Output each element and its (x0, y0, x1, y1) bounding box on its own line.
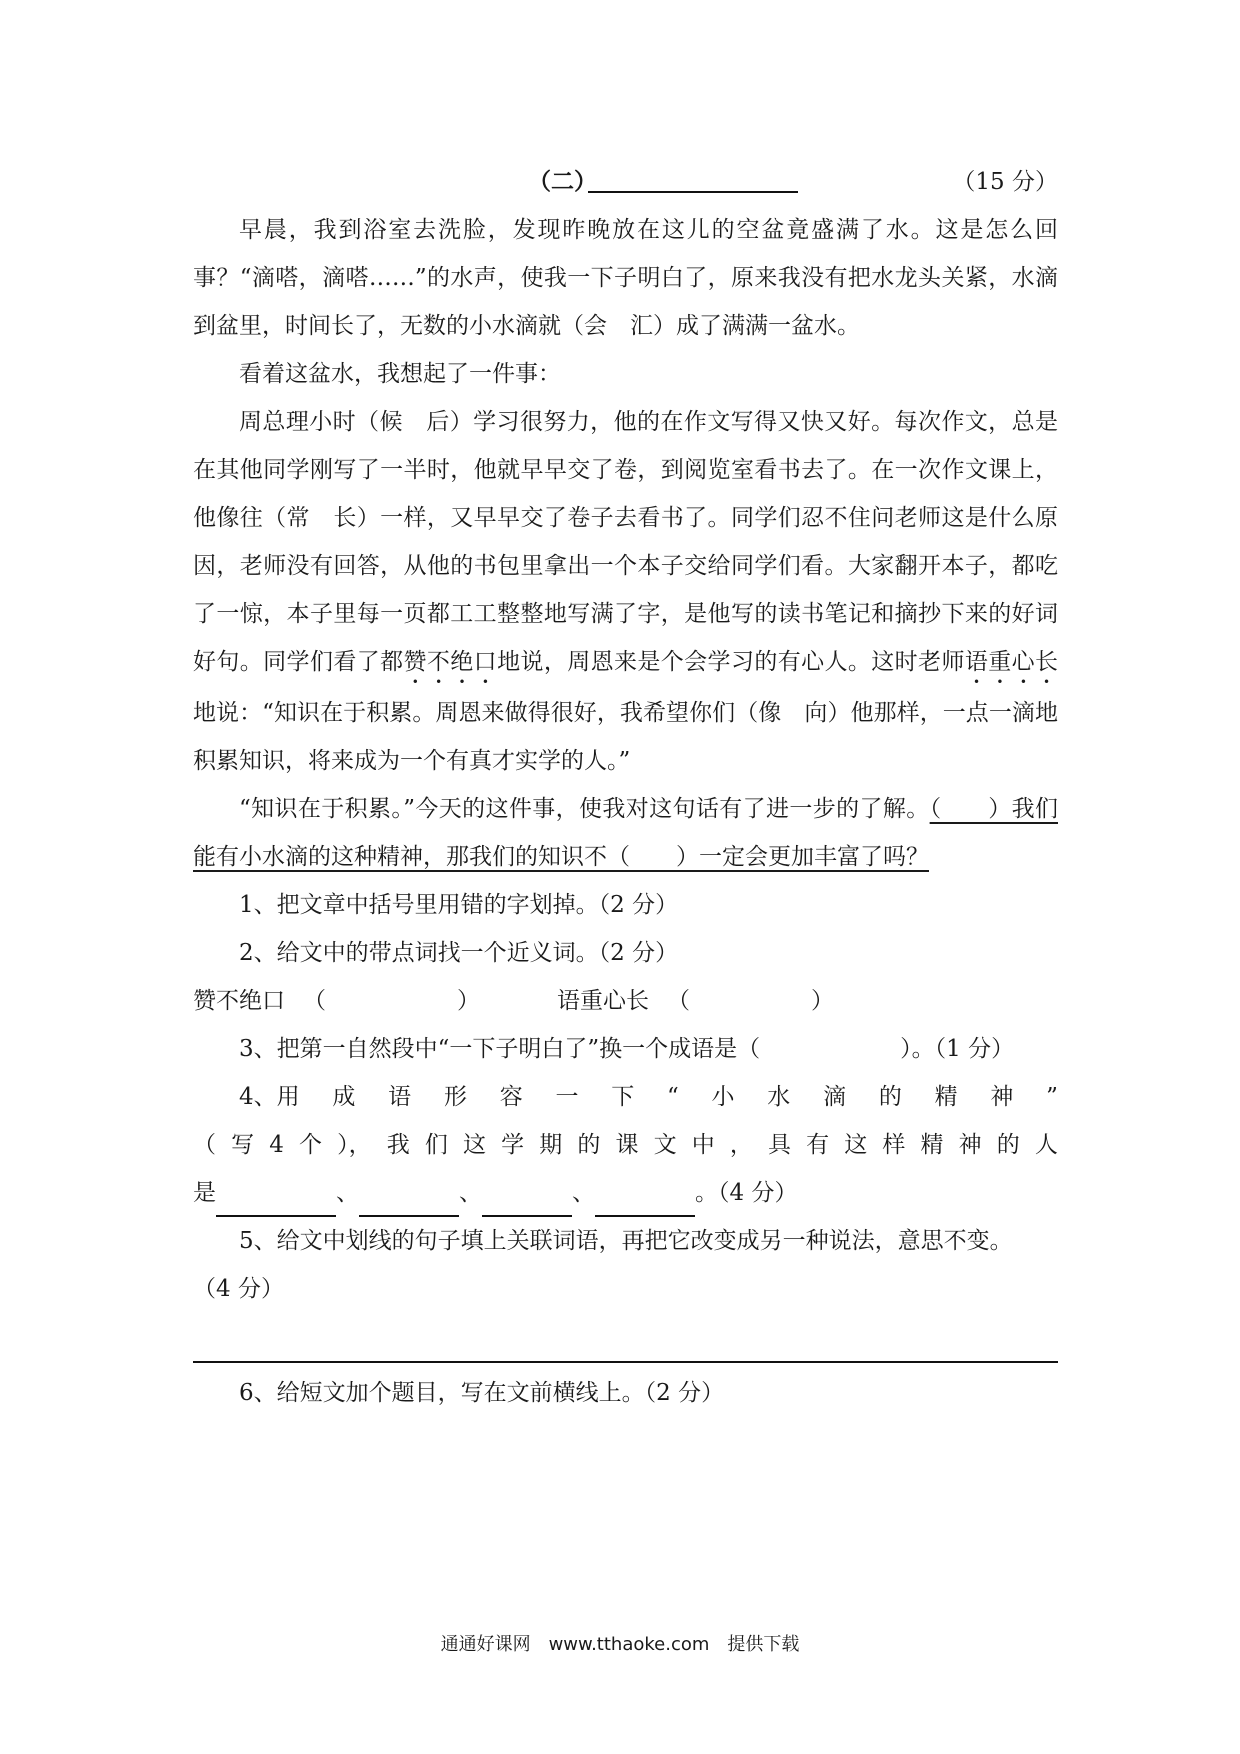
q4-line2-char: 文 (653, 1132, 677, 1158)
footer-text: 通通好课网 www.tthaoke.com 提供下载 (440, 1634, 800, 1655)
q4-line1-char: 形 (443, 1084, 467, 1110)
q3-text-a: 3、把第一自然段中“一下子明白了”换一个成语是（ (239, 1036, 761, 1062)
q4-line2-char: ）， (337, 1132, 372, 1158)
q4-line1-char: “ (667, 1084, 679, 1110)
paragraph-2: 看着这盆水，我想起了一件事： (239, 361, 561, 387)
question-3 (193, 1025, 1058, 1073)
q2-word-2: 语重心长 (557, 988, 649, 1014)
q4-line1-char: ” (1046, 1084, 1058, 1110)
q2-paren-open-1[interactable]: （ (303, 988, 326, 1014)
q4-line1-char: 语 (388, 1084, 412, 1110)
q4-blank-3[interactable] (482, 1185, 572, 1217)
q4-line1-char: 滴 (823, 1084, 847, 1110)
q4-line1-char: 容 (499, 1084, 523, 1110)
question-4-line-3 (193, 1169, 1058, 1217)
q4-line2-char: 这 (844, 1132, 868, 1158)
paragraph-1: 早晨，我到浴室去洗脸，发现昨晚放在这儿的空盆竟盛满了水。这是怎么回事？“滴嗒，滴嗒……”的水声，使我一下子明白了，原来我没有把水龙头关紧，水滴到盆里，时间长了，无数的小水滴就（会 汇）成了满满一盆水。 (193, 217, 1058, 339)
dotted-word-2: 语重心长 (964, 649, 1059, 675)
q4-line1-char: 水 (767, 1084, 791, 1110)
q4-line2-char: 中 (691, 1132, 715, 1158)
q4-line2-char: 4 (269, 1132, 284, 1158)
paragraph-4 (193, 785, 1058, 881)
q4-line1-char: 4、用 (239, 1084, 300, 1110)
q4-line1-char: 神 (990, 1084, 1014, 1110)
q2-paren-open-2[interactable]: （ (667, 988, 690, 1014)
q4-line2-char: 我 (386, 1132, 410, 1158)
q4-line2-char: 学 (501, 1132, 525, 1158)
q4-line2-char: 的 (996, 1132, 1020, 1158)
q4-blank-4[interactable] (595, 1185, 695, 1217)
q4-line2-char: 人 (1034, 1132, 1058, 1158)
q4-line2-char: （ (193, 1132, 216, 1158)
q4-line2-char: 样 (882, 1132, 906, 1158)
q4-line2-char: 有 (806, 1132, 830, 1158)
q2-word-1: 赞不绝口 (193, 988, 285, 1014)
q4-line2-char: 这 (463, 1132, 487, 1158)
paragraph-4-part-a: “知识在于积累。”今天的这件事，使我对这句话有了进一步的了解。 (239, 796, 930, 822)
q4-sep-2: 、 (459, 1180, 482, 1206)
q2-paren-close-2: ） (811, 988, 834, 1014)
question-1: 1、把文章中括号里用错的字划掉。（2 分） (239, 892, 679, 918)
q4-line2-char: ， (729, 1132, 753, 1158)
title-blank[interactable] (588, 191, 798, 193)
paragraph-3 (193, 398, 1058, 785)
question-5: 5、给文中划线的句子填上关联词语，再把它改变成另一种说法，意思不变。 (239, 1228, 1013, 1254)
q2-answer-space-1[interactable] (327, 977, 457, 1025)
q3-text-b: ）。（1 分） (900, 1036, 1015, 1062)
dotted-word-1: 赞不绝口 (403, 649, 498, 675)
question-2: 2、给文中的带点词找一个近义词。（2 分） (239, 940, 679, 966)
question-4-line-2 (193, 1121, 1058, 1169)
q4-line1-char: 下 (611, 1084, 635, 1110)
q4-line2-char: 个 (299, 1132, 323, 1158)
answer-line-q5[interactable] (193, 1361, 1058, 1363)
q4-line2-char: 写 (231, 1132, 255, 1158)
q4-text-shi: 是 (193, 1180, 216, 1206)
q4-line2-char: 精 (920, 1132, 944, 1158)
q4-blank-1[interactable] (216, 1185, 336, 1217)
q4-line2-char: 课 (615, 1132, 639, 1158)
section-heading (193, 158, 1058, 206)
section-score: （15 分） (952, 169, 1058, 195)
paragraph-3-part-c: 地说：“知识在于积累。周恩来做得很好，我希望你们（像 向）他那样，一点一滴地积累知识，将来成为一个有真才实学的人。” (193, 700, 1058, 774)
q4-sep-1: 、 (336, 1180, 359, 1206)
q4-line1-char: 一 (555, 1084, 579, 1110)
q4-line2-char: 们 (424, 1132, 448, 1158)
question-2-answers (193, 977, 1058, 1025)
q4-line1-char: 小 (711, 1084, 735, 1110)
q4-line1-char: 精 (934, 1084, 958, 1110)
q4-end: 。（4 分） (695, 1180, 798, 1206)
q4-line2-char: 具 (768, 1132, 792, 1158)
q2-answer-space-2[interactable] (691, 977, 811, 1025)
q4-line2-char: 神 (958, 1132, 982, 1158)
q4-line1-char: 成 (332, 1084, 356, 1110)
paragraph-3-part-b: 地说，周恩来是个会学习的有心人。这时老师 (497, 649, 965, 675)
section-label: （二） (528, 168, 597, 195)
question-6: 6、给短文加个题目，写在文前横线上。（2 分） (239, 1380, 725, 1406)
q2-paren-close-1: ） (457, 988, 480, 1014)
question-4-line-1 (193, 1073, 1058, 1121)
q4-line2-char: 期 (539, 1132, 563, 1158)
question-5-score: （4 分） (193, 1276, 284, 1302)
underlined-sentence: （ ）我们能有小水滴的这种精神，那我们的知识不（ ）一定会更加丰富了吗？ (193, 796, 1058, 870)
q4-sep-3: 、 (572, 1180, 595, 1206)
q4-line1-char: 的 (878, 1084, 902, 1110)
q4-line2-char: 的 (577, 1132, 601, 1158)
q4-blank-2[interactable] (359, 1185, 459, 1217)
paragraph-3-part-a: 周总理小时（候 后）学习很努力，他的在作文写得又快又好。每次作文，总是在其他同学刚写了一半时，他就早早交了卷，到阅览室看书去了。在一次作文课上，他像往（常 长）一样，又早早交了卷子去看书了。同学们忍不住问老师这是什么原因，老师没有回答，从他的书包里拿出一个本子交给同学们看。大家翻开本子，都吃了一惊，本子里每一页都工工整整地写满了字，是他写的读书笔记和摘抄下来的好词好句。同学们看了都 (193, 409, 1058, 675)
worksheet (193, 158, 1058, 1417)
